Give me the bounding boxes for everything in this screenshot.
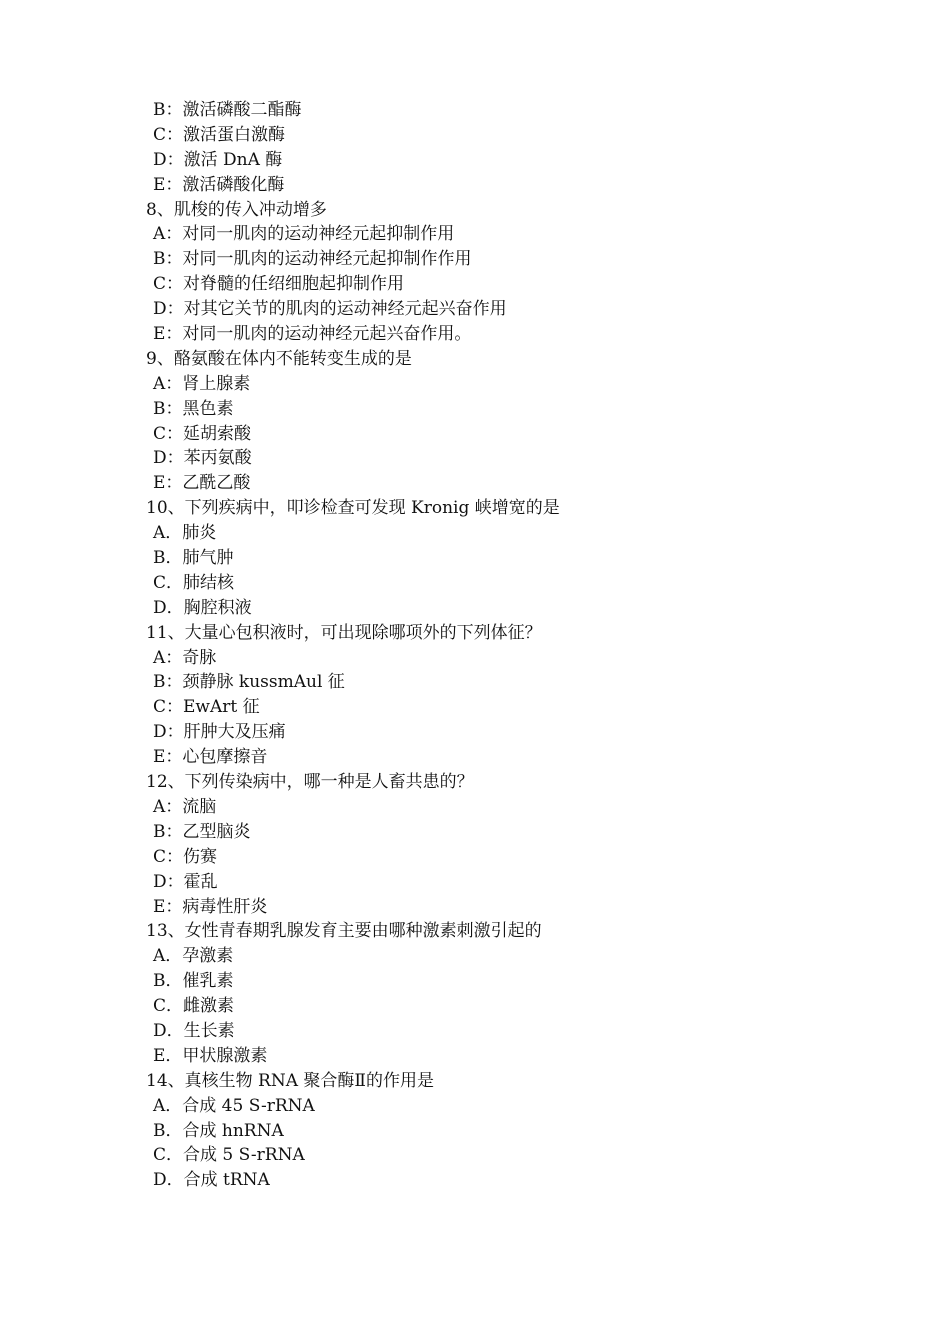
answer-option: D．生长素 [153,1020,235,1041]
answer-option: A．合成 45 S-rRNA [153,1095,315,1116]
answer-option: B：乙型脑炎 [153,821,251,842]
question-stem: 10、下列疾病中，叩诊检查可发现 Kronig 峡增宽的是 [146,498,560,519]
answer-option: C：EwArt 征 [153,697,260,718]
answer-option: E：乙酰乙酸 [153,473,251,494]
question-stem: 12、下列传染病中，哪一种是人畜共患的？ [146,772,474,793]
answer-option: C：对脊髓的任绍细胞起抑制作用 [153,274,405,295]
answer-option: B：黑色素 [153,398,234,419]
answer-option: A：肾上腺素 [153,373,251,394]
answer-option: B：激活磷酸二酯酶 [153,100,302,120]
answer-option: C．肺结核 [153,572,235,593]
answer-option: D：对其它关节的肌肉的运动神经元起兴奋作用 [153,299,507,320]
answer-option: C：激活蛋白激酶 [153,124,286,145]
question-stem: 14、真核生物 RNA 聚合酶Ⅱ的作用是 [146,1070,434,1091]
answer-option: E：病毒性肝炎 [153,896,268,917]
answer-option: E：对同一肌肉的运动神经元起兴奋作用。 [153,324,472,345]
answer-option: D：激活 DnA 酶 [153,149,283,170]
question-stem: 13、女性青春期乳腺发育主要由哪种激素刺激引起的 [146,921,542,942]
answer-option: B．合成 hnRNA [153,1120,284,1141]
answer-option: E．甲状腺激素 [153,1045,268,1066]
answer-option: A：对同一肌肉的运动神经元起抑制作用 [153,224,455,245]
answer-option: D：霍乱 [153,871,218,892]
question-list [146,98,846,1193]
answer-option: B．催乳素 [153,971,234,992]
answer-option: C：伤赛 [153,846,218,867]
answer-option: E：心包摩擦音 [153,747,268,768]
question-stem: 9、酪氨酸在体内不能转变生成的是 [146,348,412,369]
question-stem: 11、大量心包积液时，可出现除哪项外的下列体征？ [146,622,542,643]
answer-option: C．合成 5 S-rRNA [153,1145,305,1166]
answer-option: A：奇脉 [153,647,217,668]
answer-option: D：肝肿大及压痛 [153,722,286,743]
answer-option: B：对同一肌肉的运动神经元起抑制作作用 [153,249,472,270]
answer-option: B．肺气肿 [153,548,234,569]
answer-option: C：延胡索酸 [153,423,252,444]
answer-option: A：流脑 [153,796,217,817]
answer-option: D．胸腔积液 [153,597,252,618]
answer-option: C．雌激素 [153,996,235,1017]
question-stem: 8、肌梭的传入冲动增多 [146,199,327,220]
answer-option: E：激活磷酸化酶 [153,174,285,195]
answer-option: D：苯丙氨酸 [153,448,252,469]
answer-option: A．肺炎 [153,523,217,544]
answer-option: A．孕激素 [153,946,234,967]
answer-option: D．合成 tRNA [153,1170,270,1191]
answer-option: B：颈静脉 kussmAul 征 [153,672,345,693]
